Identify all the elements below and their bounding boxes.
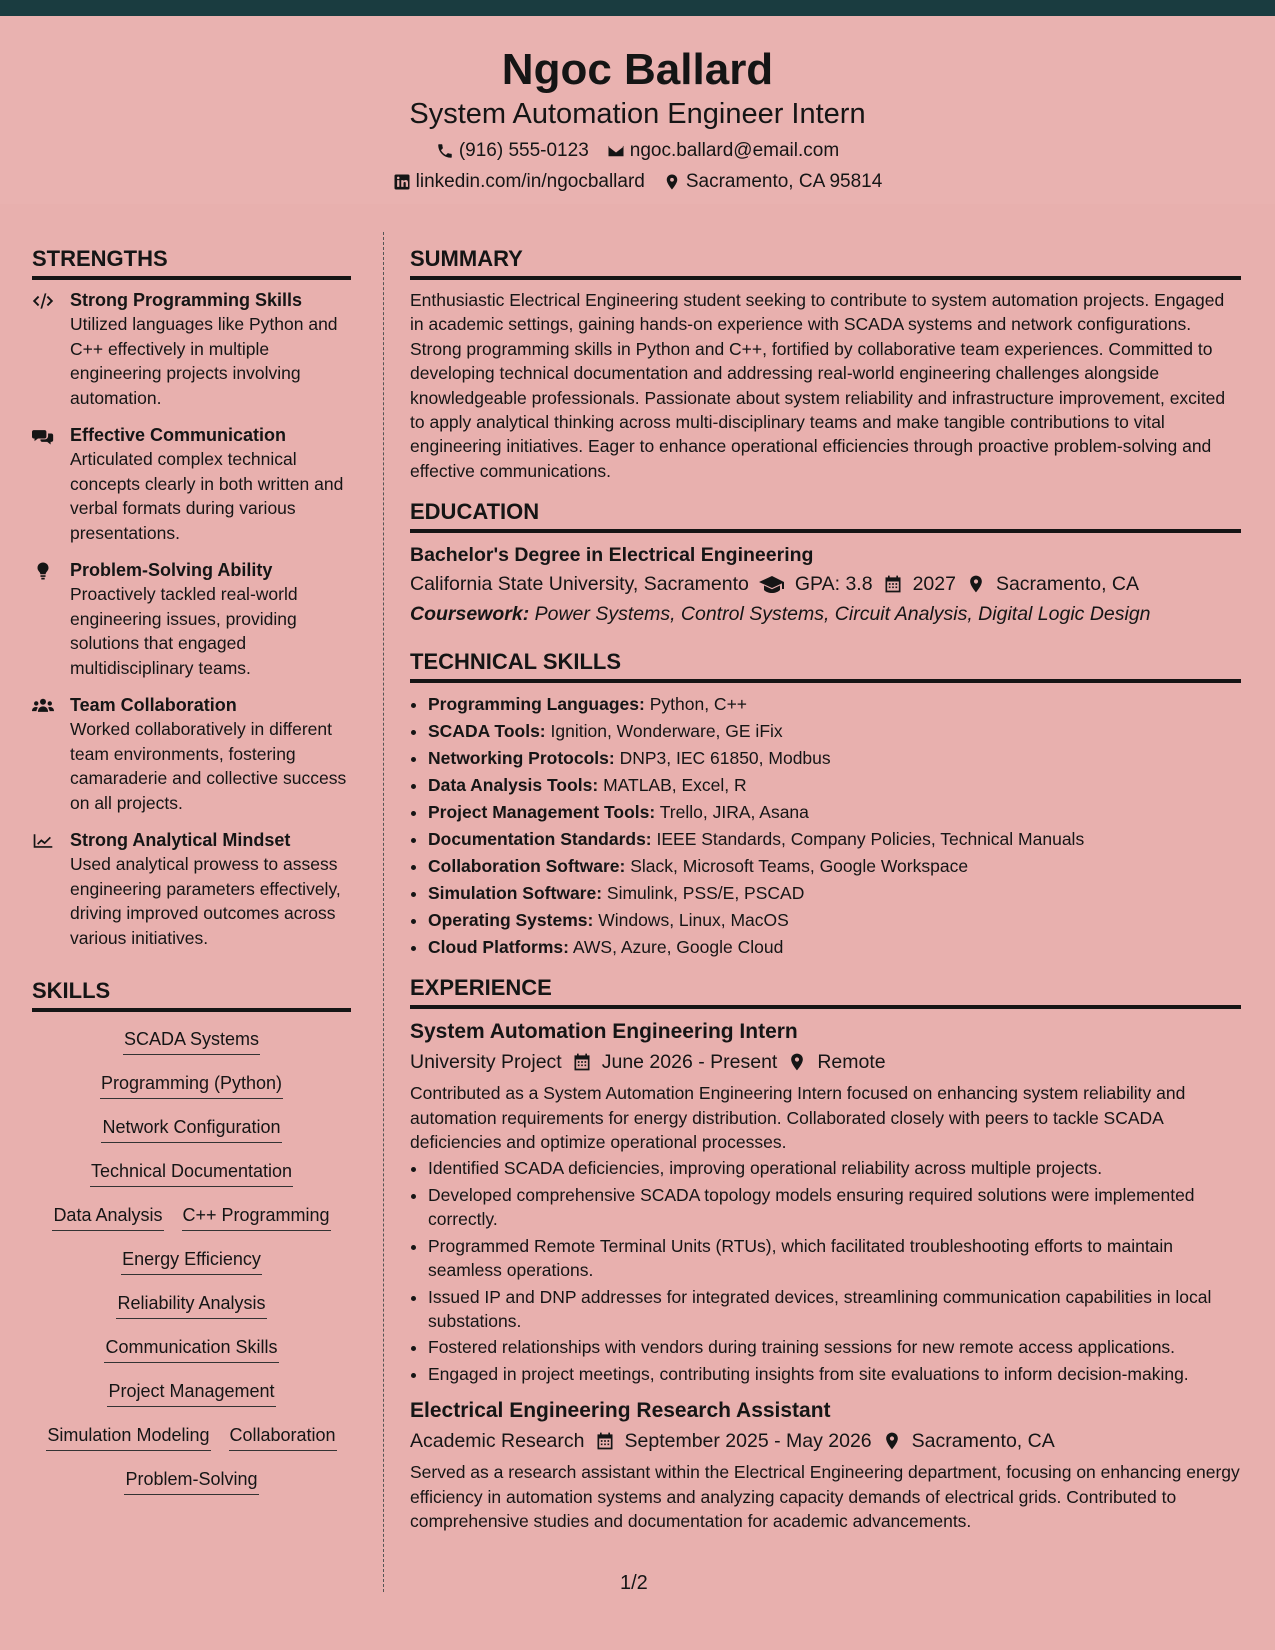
list-item: • Identified SCADA deficiencies, improving operational reliability across multiple projects. (428, 1156, 1241, 1180)
skill-chip: SCADA Systems (123, 1026, 260, 1055)
graduation-cap-icon (759, 574, 785, 594)
graduation-year: 2027 (912, 573, 956, 596)
skill-chip: Simulation Modeling (46, 1422, 210, 1451)
list-item: • Fostered relationships with vendors during training sessions for new remote access applications. (428, 1335, 1241, 1359)
job-meta (410, 1047, 1241, 1077)
linkedin-text[interactable]: linkedin.com/in/ngocballard (415, 171, 645, 192)
strength-item (32, 288, 351, 410)
job-entry (410, 1396, 1241, 1533)
school-location: Sacramento, CA (995, 573, 1140, 596)
list-item: • Cloud Platforms: AWS, Azure, Google Cloud (428, 934, 1241, 961)
skills-list (32, 1020, 351, 1510)
right-column (410, 244, 1241, 1533)
degree-title: Bachelor's Degree in Electrical Engineering (410, 544, 814, 567)
list-item: • Collaboration Software: Slack, Microsoft Teams, Google Workspace (428, 853, 1241, 880)
education-heading: EDUCATION (410, 497, 1241, 533)
code-icon (32, 291, 54, 311)
summary-heading: SUMMARY (410, 244, 1241, 280)
job-meta (410, 1426, 1241, 1456)
job-entry (410, 1017, 1241, 1386)
summary-text: Enthusiastic Electrical Engineering student seeking to contribute to system automation projects. Engaged in academic settings, gaining hands-on experience with SCADA systems and network configurations. Strong programming skills in Python and C++, fortified by collaborative team experiences. Committed to developing technical documentation and addressing real-world engineering challenges alongside knowledgeable professionals. Passionate about system reliability and infrastructure improvement, excited to apply analytical thinking across multi-disciplinary teams and make tangible contributions to vital engineering initiatives. Eager to enhance operational efficiencies through proactive problem-solving and effective communications. (410, 290, 1226, 481)
skill-chip: Reliability Analysis (116, 1290, 266, 1319)
list-item: • Programmed Remote Terminal Units (RTUs), which facilitated troubleshooting efforts to maintain seamless operations. (428, 1234, 1241, 1283)
chart-line-icon (32, 831, 54, 851)
email-contact[interactable] (607, 139, 839, 163)
coursework (410, 599, 1241, 629)
strength-description: Used analytical prowess to assess engineering parameters effectively, driving improved outcomes across various initiatives. (70, 854, 341, 948)
calendar-icon (595, 1431, 615, 1451)
envelope-icon (607, 142, 625, 160)
list-item: • Issued IP and DNP addresses for integrated devices, streamlining communication capabilities in local substations. (428, 1285, 1241, 1334)
users-icon (32, 696, 54, 716)
resume-header (0, 16, 1275, 204)
job-description: Served as a research assistant within the Electrical Engineering department, focusing on enhancing energy efficiency in automation systems and analyzing capacity demands of electrical grids. Contributed to comprehensive studies and documentation for academic advancements. (410, 1462, 1240, 1531)
list-item: • Programming Languages: Python, C++ (428, 691, 1241, 718)
strength-title: Effective Communication (70, 425, 287, 445)
map-marker-icon (966, 574, 986, 594)
list-item: • Project Management Tools: Trello, JIRA, Asana (428, 799, 1241, 826)
technical-skills-heading: TECHNICAL SKILLS (410, 647, 1241, 683)
linkedin-contact[interactable] (393, 170, 645, 194)
skill-chip: Programming (Python) (100, 1070, 283, 1099)
strength-item (32, 423, 351, 545)
strength-description: Utilized languages like Python and C++ effectively in multiple engineering projects involving automation. (70, 314, 338, 408)
skill-chip: C++ Programming (182, 1202, 331, 1231)
job-location: Sacramento, CA (911, 1430, 1055, 1453)
calendar-icon (572, 1052, 592, 1072)
strength-title: Strong Programming Skills (70, 290, 303, 310)
phone-contact (436, 139, 589, 163)
phone-text: (916) 555-0123 (458, 140, 589, 161)
top-accent-bar (0, 0, 1275, 16)
gpa-text: GPA: 3.8 (794, 573, 873, 596)
strength-description: Proactively tackled real-world engineering issues, providing solutions that engaged multidisciplinary teams. (70, 584, 298, 678)
coursework-text: Power Systems, Control Systems, Circuit Analysis, Digital Logic Design (534, 603, 1151, 626)
calendar-icon (883, 574, 903, 594)
job-description: Contributed as a System Automation Engineering Intern focused on enhancing system reliability and automation requirements for energy distribution. Collaborated closely with peers to tackle SCADA deficiencies and optimize operational processes. (410, 1083, 1186, 1153)
education-meta (410, 569, 1241, 599)
skill-chip: Problem-Solving (124, 1466, 258, 1495)
job-dates: September 2025 - May 2026 (624, 1430, 872, 1453)
location-contact (663, 170, 882, 194)
list-item: • Engaged in project meetings, contributing insights from site evaluations to inform decision-making. (428, 1362, 1241, 1386)
strength-item (32, 558, 351, 680)
job-title: Electrical Engineering Research Assistant (410, 1399, 831, 1423)
comments-icon (32, 426, 54, 446)
map-marker-icon (787, 1052, 807, 1072)
job-organization: Academic Research (410, 1430, 585, 1453)
job-location: Remote (817, 1051, 886, 1074)
location-text: Sacramento, CA 95814 (685, 171, 883, 192)
contact-row-2 (0, 170, 1275, 194)
map-marker-icon (882, 1431, 902, 1451)
job-organization: University Project (410, 1051, 562, 1074)
strength-title: Strong Analytical Mindset (70, 830, 291, 850)
candidate-name: Ngoc Ballard (501, 45, 774, 94)
job-bullets (410, 1156, 1241, 1386)
coursework-label: Coursework: (410, 603, 530, 626)
list-item: • SCADA Tools: Ignition, Wonderware, GE iFix (428, 718, 1241, 745)
strength-title: Team Collaboration (70, 695, 237, 715)
school-name: California State University, Sacramento (410, 573, 749, 596)
list-item: • Developed comprehensive SCADA topology models ensuring required solutions were implemented correctly. (428, 1183, 1241, 1232)
strength-item (32, 828, 351, 950)
lightbulb-icon (32, 561, 54, 581)
map-marker-icon (663, 173, 681, 191)
strength-description: Worked collaboratively in different team environments, fostering camaraderie and collective success on all projects. (70, 719, 347, 813)
candidate-title: System Automation Engineer Intern (409, 98, 866, 130)
experience-heading: EXPERIENCE (410, 973, 1241, 1009)
skill-chip: Energy Efficiency (121, 1246, 262, 1275)
skill-chip: Network Configuration (101, 1114, 281, 1143)
skill-chip: Project Management (107, 1378, 275, 1407)
list-item: • Networking Protocols: DNP3, IEC 61850, Modbus (428, 745, 1241, 772)
strength-description: Articulated complex technical concepts clearly in both written and verbal formats during various presentations. (70, 449, 344, 543)
skill-chip: Collaboration (229, 1422, 337, 1451)
list-item: • Operating Systems: Windows, Linux, MacOS (428, 907, 1241, 934)
email-text[interactable]: ngoc.ballard@email.com (629, 140, 840, 161)
list-item: • Data Analysis Tools: MATLAB, Excel, R (428, 772, 1241, 799)
phone-icon (436, 142, 454, 160)
job-title: System Automation Engineering Intern (410, 1020, 798, 1044)
page-number: 1/2 (620, 1572, 648, 1594)
left-column (32, 244, 351, 1510)
column-divider (383, 232, 384, 1592)
skill-chip: Technical Documentation (90, 1158, 293, 1187)
technical-skills-list (410, 691, 1241, 961)
skill-chip: Data Analysis (52, 1202, 163, 1231)
strengths-heading: STRENGTHS (32, 244, 351, 280)
strength-title: Problem-Solving Ability (70, 560, 273, 580)
contact-row-1 (0, 139, 1275, 163)
skills-heading: SKILLS (32, 976, 351, 1012)
skill-chip: Communication Skills (104, 1334, 278, 1363)
list-item: • Documentation Standards: IEEE Standards, Company Policies, Technical Manuals (428, 826, 1241, 853)
linkedin-icon (393, 173, 411, 191)
strength-item (32, 693, 351, 815)
job-dates: June 2026 - Present (601, 1051, 778, 1074)
list-item: • Simulation Software: Simulink, PSS/E, PSCAD (428, 880, 1241, 907)
